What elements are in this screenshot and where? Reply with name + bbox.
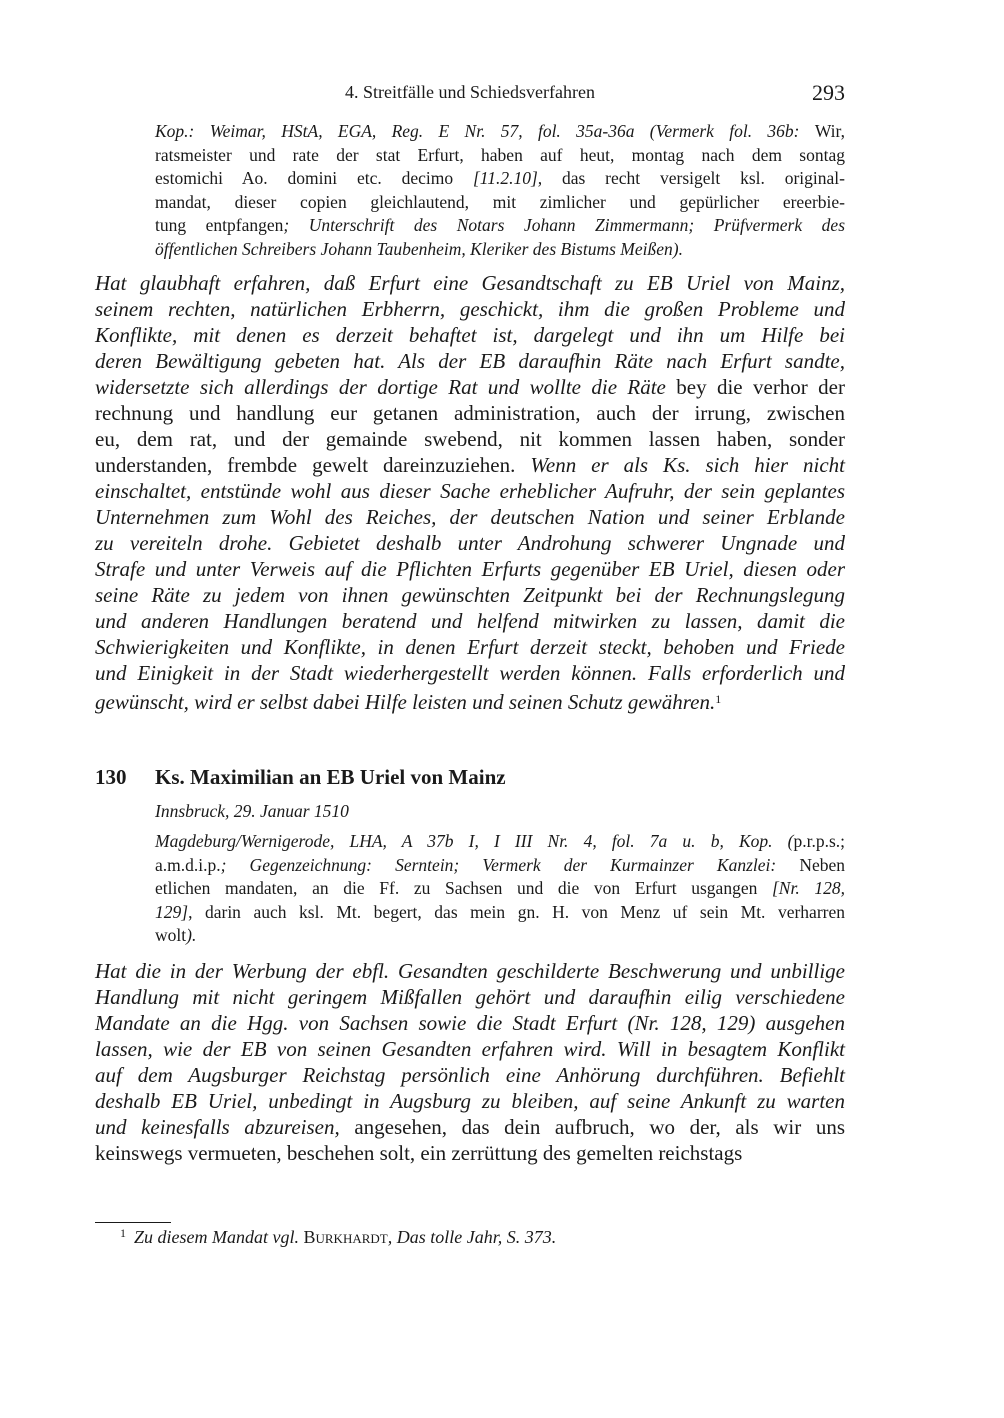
text-run: etlichen mandaten, an die Ff. zu Sachsen und die von Erfurt usgangen <box>155 878 772 898</box>
text-run: estomichi Ao. domini etc. decimo <box>155 168 473 188</box>
text-line <box>95 556 845 582</box>
footnote-marker: 1 <box>715 692 722 706</box>
running-head <box>95 80 845 106</box>
text-line <box>95 348 845 374</box>
text-run: [11.2.10], <box>472 168 543 188</box>
text-run: lassen, wie der EB von seinen Gesandten erfahren wird. Will in besagtem Konflikt <box>95 1037 845 1061</box>
text-run: [Nr. 128, <box>772 878 845 898</box>
text-line <box>155 901 845 925</box>
text-line <box>155 191 845 215</box>
text-run: Strafe und unter Verweis auf die Pflichten Erfurts gegenüber EB Uriel, diesen oder <box>95 557 845 581</box>
text-line <box>155 238 845 262</box>
text-line <box>95 1088 845 1114</box>
document-heading <box>95 765 845 790</box>
place-date-text: Innsbruck, 29. Januar 1510 <box>155 801 349 821</box>
text-run: Unternehmen zum Wohl des Reiches, der deutschen Nation und seiner Erblande <box>95 505 845 529</box>
text-line <box>95 530 845 556</box>
text-run: Zu diesem Mandat vgl. <box>134 1227 304 1247</box>
text-run: Burkhardt <box>303 1227 388 1247</box>
text-line <box>95 452 845 478</box>
text-run: und anderen Handlungen beratend und helfend mitwirken zu lassen, damit die <box>95 609 845 633</box>
text-run: Mandate an die Hgg. von Sachsen sowie die Stadt Erfurt (Nr. 128, 129) ausgehen <box>95 1011 845 1035</box>
text-line <box>95 478 845 504</box>
text-run: wolt <box>155 925 187 945</box>
text-run: einschaltet, entstünde wohl aus dieser Sache erheblicher Aufruhr, der sein geplantes <box>95 479 845 503</box>
text-run: seinem rechten, natürlichen Erbherrn, geschickt, ihm die großen Probleme und <box>95 297 845 321</box>
text-run: Kop.: Weimar, HStA, EGA, Reg. E Nr. 57, fol. 35a-36a (Vermerk fol. 36b: <box>155 121 815 141</box>
text-run: tung entpfangen <box>155 215 284 235</box>
text-run: p.r.p.s.; <box>793 831 845 851</box>
text-run: keinswegs vermueten, beschehen solt, ein zerrüttung des gemelten reichstags <box>95 1141 743 1165</box>
text-line <box>95 958 845 984</box>
source-note-1 <box>155 120 845 261</box>
text-line <box>95 400 845 426</box>
text-line <box>95 1036 845 1062</box>
text-line <box>155 144 845 168</box>
text-run: deshalb EB Uriel, unbedingt in Augsburg zu bleiben, auf seine Ankunft zu warten <box>95 1089 845 1113</box>
text-line <box>95 322 845 348</box>
text-line <box>95 634 845 660</box>
text-line <box>95 608 845 634</box>
text-run: ; Unterschrift des Notars Johann Zimmermann; Prüfvermerk des <box>283 215 846 235</box>
footnote-number: 1 <box>120 1226 126 1240</box>
text-run: bey die verhor der <box>676 375 845 399</box>
page-number: 293 <box>812 80 845 105</box>
text-line <box>155 120 845 144</box>
text-run: understanden, frembde gewelt dareinzuziehen. <box>95 453 531 477</box>
text-line <box>95 1062 845 1088</box>
text-line <box>95 1140 845 1166</box>
text-run: seine Räte zu jedem von ihnen gewünschten Zeitpunkt bei der Rechnungslegung <box>95 583 845 607</box>
text-line <box>155 214 845 238</box>
source-note-130 <box>155 830 845 948</box>
text-run: ). <box>186 925 197 945</box>
text-line <box>95 504 845 530</box>
text-run: Konflikte, mit denen es derzeit behaftet ist, dargelegt und ihn um Hilfe bei <box>95 323 845 347</box>
text-run: öffentlichen Schreibers Johann Taubenheim, Kleriker des Bistums Meißen). <box>155 238 683 259</box>
text-line <box>95 686 845 712</box>
footnote-rule <box>95 1222 171 1223</box>
text-run: mandat, dieser copien gleichlautend, mit zimlicher und gepürlicher ereerbie- <box>155 191 845 212</box>
text-run: widersetzte sich allerdings der dortige Rat und wollte die Räte <box>95 375 677 399</box>
place-date <box>155 800 845 824</box>
text-run: 129] <box>155 901 189 922</box>
document-number: 130 <box>95 765 127 789</box>
text-run: Magdeburg/Wernigerode, LHA, A 37b I, I III Nr. 4, fol. 7a u. b, Kop. ( <box>155 831 794 851</box>
text-run: Neben <box>799 854 845 875</box>
summary-1 <box>95 270 845 712</box>
text-run: das recht versigelt ksl. original- <box>542 168 845 188</box>
footnote-1 <box>120 1226 556 1248</box>
text-run: Hat glaubhaft erfahren, daß Erfurt eine Gesandtschaft zu EB Uriel von Mainz, <box>95 271 845 295</box>
text-run: zu vereiteln drohe. Gebietet deshalb unter Androhung schwerer Ungnade und <box>95 531 845 555</box>
text-line <box>155 854 845 878</box>
text-run: eu, dem rat, und der gemainde swebend, nit kommen lassen haben, sonder <box>95 427 845 451</box>
text-run: , Das tolle Jahr, S. 373. <box>387 1227 557 1247</box>
text-run: angesehen, das dein aufbruch, wo der, als wir uns <box>339 1115 845 1139</box>
text-line <box>95 374 845 400</box>
text-run: ratsmeister und rate der stat Erfurt, haben auf heut, montag nach dem sontag <box>155 144 845 165</box>
text-run: a.m.d.i.p. <box>155 854 221 875</box>
text-line <box>155 924 845 948</box>
running-title: 4. Streitfälle und Schiedsverfahren <box>345 82 595 102</box>
text-run: deren Bewältigung gebeten hat. Als der EB daraufhin Räte nach Erfurt sandte, <box>95 349 845 373</box>
document-title: Ks. Maximilian an EB Uriel von Mainz <box>155 765 506 789</box>
text-run: Hat die in der Werbung der ebfl. Gesandten geschilderte Beschwerung und unbillige <box>95 959 845 983</box>
text-run: ; Gegenzeichnung: Serntein; Vermerk der Kurmainzer Kanzlei: <box>220 854 800 875</box>
text-line <box>95 660 845 686</box>
text-run: auf dem Augsburger Reichstag persönlich eine Anhörung durchführen. Befiehlt <box>95 1063 845 1087</box>
text-line <box>95 296 845 322</box>
text-run: rechnung und handlung eur getanen administration, auch der irrung, zwischen <box>95 401 845 425</box>
text-run: Wenn er als Ks. sich hier nicht <box>530 453 845 477</box>
text-line <box>95 1114 845 1140</box>
text-run: Schwierigkeiten und Konflikte, in denen Erfurt derzeit steckt, behoben und Friede <box>95 635 845 659</box>
text-run: Wir, <box>814 121 845 141</box>
text-line <box>95 1010 845 1036</box>
text-line <box>155 877 845 901</box>
text-run: und Einigkeit in der Stadt wiederhergestellt werden können. Falls erforderlich und <box>95 661 845 685</box>
text-line <box>95 582 845 608</box>
text-run: und keinesfalls abzureisen, <box>95 1115 340 1139</box>
summary-130 <box>95 958 845 1166</box>
text-line <box>95 270 845 296</box>
text-line <box>155 167 845 191</box>
text-run: , darin auch ksl. Mt. begert, das mein gn. H. von Menz uf sein Mt. verharren <box>188 901 845 922</box>
text-line <box>155 830 845 854</box>
text-run: gewünscht, wird er selbst dabei Hilfe leisten und seinen Schutz gewähren. <box>95 690 716 714</box>
text-line <box>95 984 845 1010</box>
text-run: Handlung mit nicht geringem Mißfallen gehört und daraufhin eilig verschiedene <box>95 985 845 1009</box>
text-line <box>95 426 845 452</box>
